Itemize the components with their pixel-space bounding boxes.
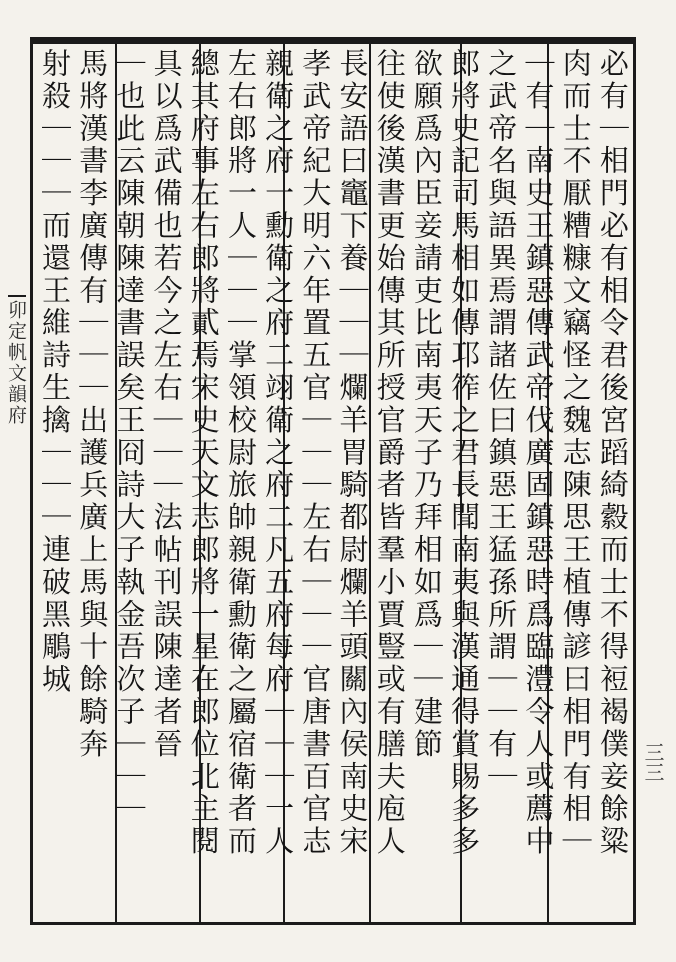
right-border: [633, 37, 636, 925]
text-column-14: ｜也此云陳朝陳達書誤矣王冏詩大子執金吾次子｜｜｜: [112, 48, 147, 826]
text-column-12: 總其府事左右郎將貳焉宋史天文志郎將一星在郎位北主閱: [186, 48, 221, 858]
text-column-11: 左右郎將一人｜｜｜掌領校尉旅帥親衛勳衛之屬宿衛者而: [223, 48, 258, 858]
edge-mark: [8, 295, 26, 297]
left-border: [30, 37, 33, 925]
text-column-9: 孝武帝紀大明六年置五官｜｜｜左右｜｜｜官唐書百官志: [298, 48, 333, 858]
text-column-13: 具以爲武備也若今之左右｜｜｜法帖刊誤陳達者晉: [149, 48, 184, 761]
text-column-6: 欲願爲內臣妾請吏比南夷天子乃拜相如爲｜｜建節: [409, 48, 444, 761]
text-column-5: 郎將史記司馬相如傳邛筰之君長聞南夷與漢通得賞賜多多: [447, 48, 482, 858]
text-column-10: 親衛之府一勳衛之府二翊衛之府二凡五府每府｜｜｜一人: [261, 48, 296, 858]
text-column-7: 往使後漢書更始傳其所授官爵者皆羣小賈豎或有膳夫庖人: [372, 48, 407, 858]
text-column-2: 肉而士不厭糟糠文竊怪之魏志陳思王植傳諺曰相門有相｜: [558, 48, 593, 858]
text-column-8: 長安語曰竈下養｜｜｜爛羊胃騎都尉爛羊頭關內侯南史宋: [335, 48, 370, 858]
text-column-16: 射殺｜｜｜而還王維詩生擒｜｜｜連破黑鵰城: [38, 48, 72, 696]
text-column-3: ｜有｜南史王鎮惡傳武帝伐廣固鎮惡時爲臨澧令人或薦中: [521, 48, 556, 858]
bottom-border: [30, 922, 636, 925]
text-column-4: 之武帝名與語異焉謂諸佐曰鎮惡王猛孫所謂｜｜有｜: [484, 48, 519, 794]
folio-number: 三三: [641, 742, 665, 782]
top-border: [30, 37, 636, 44]
text-column-15: 馬將漢書李廣傳有｜｜｜出護兵廣上馬與十餘騎奔: [75, 48, 110, 761]
text-column-1: 必有｜相門必有相令君後宮蹈綺縠而士不得裋褐僕妾餘粱: [595, 48, 630, 858]
edge-title: 卯定帆文韻府: [5, 300, 27, 426]
